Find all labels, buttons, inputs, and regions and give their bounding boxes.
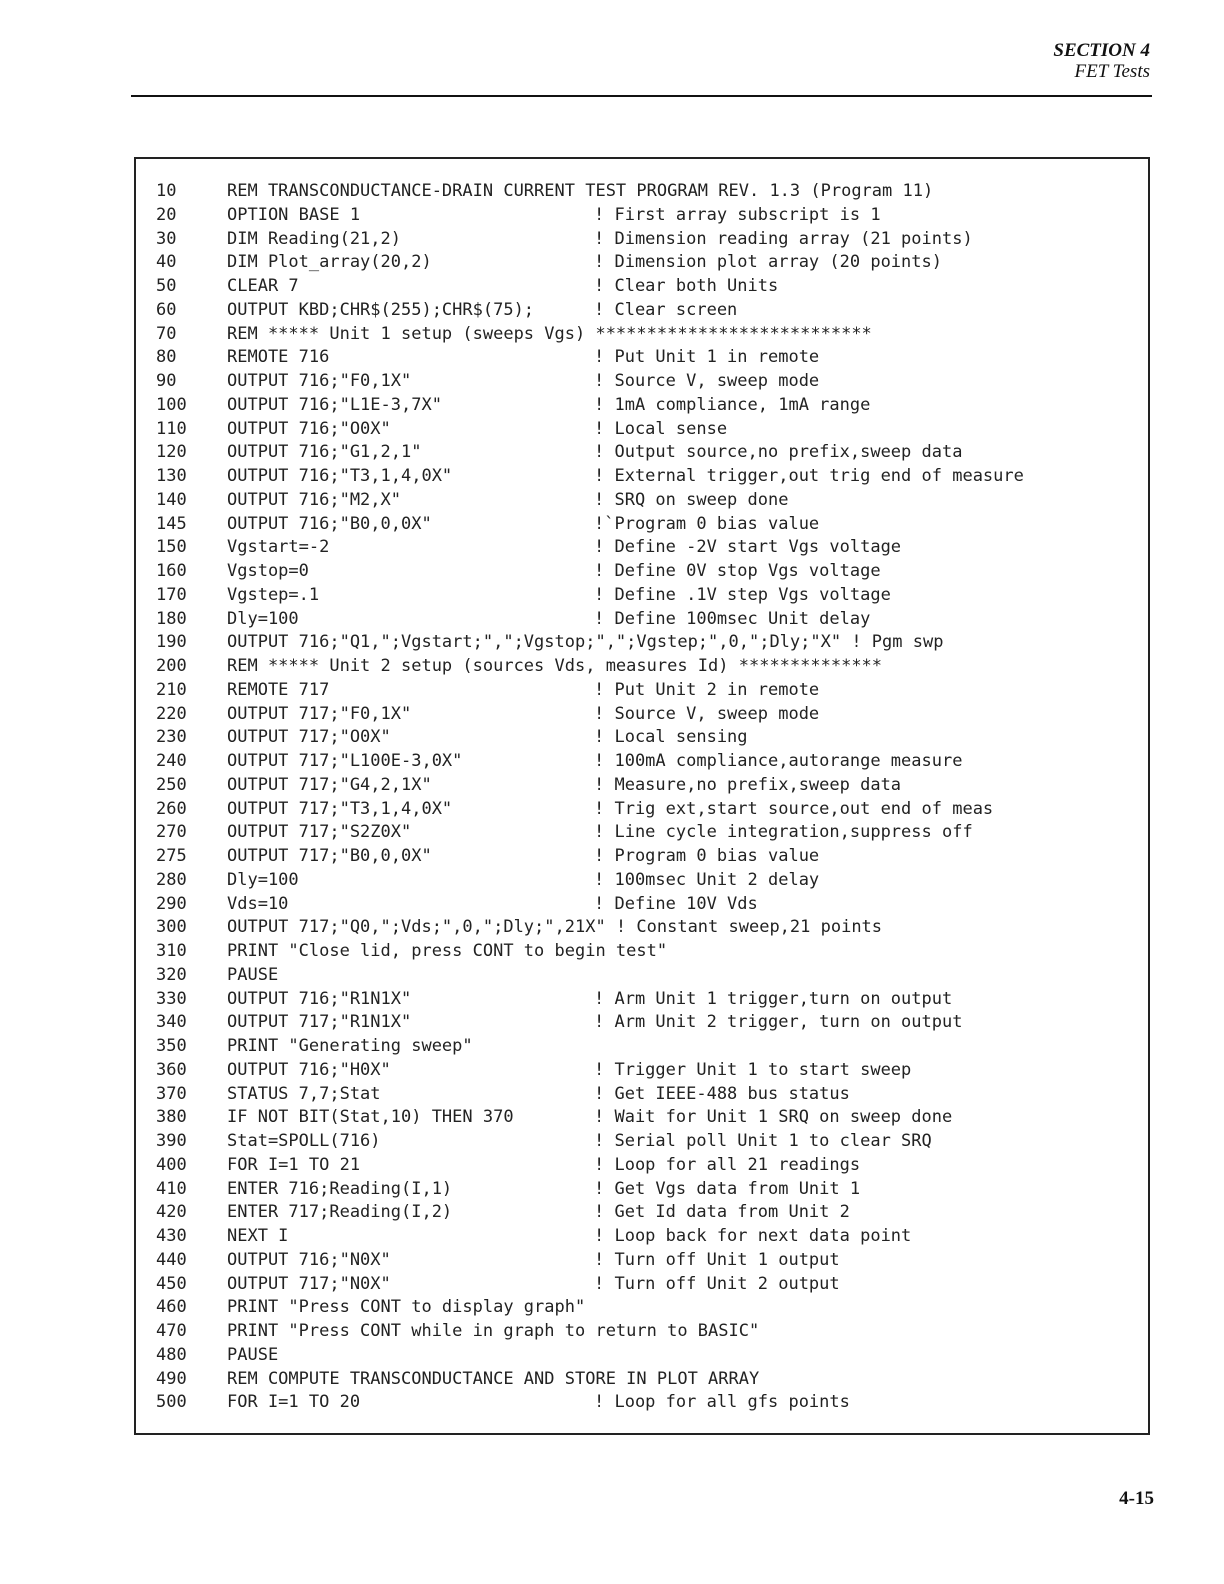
code-line [156,1035,1148,1059]
line-number: 480 [156,1344,187,1365]
line-number: 390 [156,1131,187,1151]
statement: Vgstop=0 [227,561,309,581]
statement: ENTER 717;Reading(I,2) [227,1202,453,1223]
statement: OPTION BASE 1 [227,204,361,225]
statement: OUTPUT 716;"Q1,";Vgstart;",";Vgstop;",";Vgstep;",0,";Dly;"X" ! Pgm swp [227,632,944,653]
line-number: 150 [156,537,187,558]
statement: FOR I=1 TO 21 [227,1154,361,1175]
code-line [156,370,1148,394]
line-number: 430 [156,1226,187,1246]
code-line [156,228,1148,252]
comment: ! First array subscript is 1 [594,204,881,225]
line-number: 30 [156,228,177,249]
statement: OUTPUT 717;"S2Z0X" [227,822,412,843]
statement: CLEAR 7 [227,276,299,296]
statement: OUTPUT 717;"O0X" [227,727,391,748]
line-number: 250 [156,774,187,795]
comment: ! Dimension reading array (21 points) [594,228,973,249]
line-number: 500 [156,1392,187,1413]
code-line [156,608,1148,632]
line-number: 145 [156,513,187,534]
statement: STATUS 7,7;Stat [227,1083,381,1104]
comment: ! Get Id data from Unit 2 [594,1202,850,1223]
comment: ! Get Vgs data from Unit 1 [594,1178,861,1199]
code-line [156,275,1148,299]
line-number: 310 [156,941,187,961]
code-line [156,631,1148,655]
statement: OUTPUT KBD;CHR$(255);CHR$(75); [227,299,535,320]
comment: ! Turn off Unit 2 output [594,1273,840,1294]
code-line [156,1059,1148,1083]
line-number: 340 [156,1012,187,1033]
code-line [156,1391,1148,1415]
statement: OUTPUT 717;"R1N1X" [227,1012,412,1033]
comment: ! Define 10V Vds [594,893,758,914]
code-line [156,299,1148,323]
line-number: 440 [156,1249,187,1270]
statement: OUTPUT 716;"B0,0,0X" [227,513,432,534]
line-number: 230 [156,727,187,748]
line-number: 180 [156,608,187,629]
statement: Vgstep=.1 [227,584,320,605]
code-line [156,1178,1148,1202]
code-line [156,418,1148,442]
line-number: 210 [156,679,187,700]
line-number: 20 [156,204,177,225]
line-number: 460 [156,1297,187,1318]
line-number: 140 [156,489,187,510]
comment: ! Define .1V step Vgs voltage [594,584,891,605]
code-line [156,893,1148,917]
line-number: 220 [156,703,187,724]
line-number: 200 [156,656,187,676]
statement: PRINT "Generating sweep" [227,1036,473,1056]
code-line [156,655,1148,679]
code-line [156,1011,1148,1035]
line-number: 260 [156,798,187,819]
code-line [156,679,1148,703]
code-line [156,536,1148,560]
line-number: 160 [156,561,187,581]
statement: Dly=100 [227,608,299,629]
line-number: 100 [156,394,187,415]
code-line [156,1273,1148,1297]
line-number: 130 [156,466,187,486]
comment: ! Define -2V start Vgs voltage [594,537,902,558]
statement: OUTPUT 716;"N0X" [227,1249,391,1270]
statement: PRINT "Close lid, press CONT to begin test" [227,941,668,961]
code-line [156,323,1148,347]
comment: ! Serial poll Unit 1 to clear SRQ [594,1131,932,1151]
comment: ! 100msec Unit 2 delay [594,869,820,890]
header-rule [131,95,1152,97]
code-line [156,798,1148,822]
statement: ENTER 716;Reading(I,1) [227,1178,453,1199]
comment: ! Turn off Unit 1 output [594,1249,840,1270]
code-line [156,940,1148,964]
statement: OUTPUT 717;"Q0,";Vds;",0,";Dly;",21X" ! Constant sweep,21 points [227,917,883,938]
comment: ! Put Unit 1 in remote [594,347,820,368]
statement: DIM Plot_array(20,2) [227,252,432,273]
line-number: 470 [156,1321,187,1341]
comment: ! Wait for Unit 1 SRQ on sweep done [594,1107,953,1128]
line-number: 270 [156,822,187,843]
line-number: 420 [156,1202,187,1223]
comment: ! Measure,no prefix,sweep data [594,774,902,795]
statement: OUTPUT 717;"L100E-3,0X" [227,751,463,771]
comment: ! Clear screen [594,299,738,320]
line-number: 240 [156,751,187,771]
comment: ! Program 0 bias value [594,846,820,866]
line-number: 275 [156,846,187,866]
comment: ! Local sense [594,418,728,439]
section-header [1053,40,1150,82]
comment: ! Define 0V stop Vgs voltage [594,561,881,581]
comment: ! Loop for all 21 readings [594,1154,861,1175]
code-line [156,1130,1148,1154]
comment: ! Trigger Unit 1 to start sweep [594,1059,912,1080]
statement: FOR I=1 TO 20 [227,1392,361,1413]
comment: ! Source V, sweep mode [594,703,820,724]
code-line [156,489,1148,513]
line-number: 10 [156,181,177,201]
code-line [156,869,1148,893]
comment: !`Program 0 bias value [594,513,820,534]
statement: Stat=SPOLL(716) [227,1131,381,1151]
code-line [156,1249,1148,1273]
statement: REMOTE 716 [227,347,330,368]
code-line [156,441,1148,465]
code-line [156,394,1148,418]
code-line [156,916,1148,940]
comment: ! Clear both Units [594,276,779,296]
code-line [156,204,1148,228]
program-lines [156,180,1148,1415]
statement: Dly=100 [227,869,299,890]
code-line [156,1106,1148,1130]
code-line [156,513,1148,537]
program-listing-box [134,157,1150,1435]
code-line [156,584,1148,608]
statement: IF NOT BIT(Stat,10) THEN 370 [227,1107,514,1128]
line-number: 70 [156,323,177,344]
code-line [156,1320,1148,1344]
comment: ! 100mA compliance,autorange measure [594,751,963,771]
statement: REM ***** Unit 2 setup (sources Vds, measures Id) ************** [227,656,883,676]
code-line [156,560,1148,584]
statement: DIM Reading(21,2) [227,228,401,249]
code-line [156,346,1148,370]
comment: ! Local sensing [594,727,748,748]
statement: PAUSE [227,1344,279,1365]
code-line [156,845,1148,869]
code-line [156,1201,1148,1225]
statement: REMOTE 717 [227,679,330,700]
comment: ! Dimension plot array (20 points) [594,252,942,273]
statement: REM TRANSCONDUCTANCE-DRAIN CURRENT TEST PROGRAM REV. 1.3 (Program 11) [227,181,934,201]
line-number: 60 [156,299,177,320]
statement: OUTPUT 717;"G4,2,1X" [227,774,432,795]
line-number: 400 [156,1154,187,1175]
comment: ! Trig ext,start source,out end of meas [594,798,994,819]
line-number: 330 [156,988,187,1009]
code-line [156,251,1148,275]
statement: Vgstart=-2 [227,537,330,558]
line-number: 370 [156,1083,187,1104]
statement: OUTPUT 717;"T3,1,4,0X" [227,798,453,819]
line-number: 40 [156,252,177,273]
line-number: 350 [156,1036,187,1056]
comment: ! Loop back for next data point [594,1226,912,1246]
comment: ! Loop for all gfs points [594,1392,850,1413]
code-line [156,1154,1148,1178]
statement: OUTPUT 716;"G1,2,1" [227,442,422,463]
statement: OUTPUT 716;"T3,1,4,0X" [227,466,453,486]
statement: PRINT "Press CONT while in graph to return to BASIC" [227,1321,760,1341]
comment: ! Arm Unit 2 trigger, turn on output [594,1012,963,1033]
code-line [156,465,1148,489]
comment: ! Arm Unit 1 trigger,turn on output [594,988,953,1009]
statement: REM ***** Unit 1 setup (sweeps Vgs) *************************** [227,323,872,344]
code-line [156,1368,1148,1392]
statement: OUTPUT 716;"L1E-3,7X" [227,394,442,415]
line-number: 120 [156,442,187,463]
comment: ! Get IEEE-488 bus status [594,1083,850,1104]
code-line [156,180,1148,204]
statement: REM COMPUTE TRANSCONDUCTANCE AND STORE IN PLOT ARRAY [227,1368,760,1389]
statement: OUTPUT 717;"F0,1X" [227,703,412,724]
statement: OUTPUT 716;"H0X" [227,1059,391,1080]
line-number: 280 [156,869,187,890]
line-number: 490 [156,1368,187,1389]
line-number: 290 [156,893,187,914]
comment: ! External trigger,out trig end of measure [594,466,1024,486]
statement: NEXT I [227,1226,289,1246]
code-line [156,1225,1148,1249]
statement: OUTPUT 717;"N0X" [227,1273,391,1294]
statement: PAUSE [227,964,279,985]
code-line [156,726,1148,750]
statement: OUTPUT 716;"R1N1X" [227,988,412,1009]
line-number: 300 [156,917,187,938]
comment: ! Output source,no prefix,sweep data [594,442,963,463]
line-number: 380 [156,1107,187,1128]
statement: OUTPUT 716;"O0X" [227,418,391,439]
line-number: 450 [156,1273,187,1294]
code-line [156,1344,1148,1368]
line-number: 360 [156,1059,187,1080]
line-number: 80 [156,347,177,368]
code-line [156,964,1148,988]
code-line [156,774,1148,798]
comment: ! 1mA compliance, 1mA range [594,394,871,415]
code-line [156,750,1148,774]
line-number: 410 [156,1178,187,1199]
line-number: 320 [156,964,187,985]
comment: ! Source V, sweep mode [594,371,820,391]
section-title: SECTION 4 [1053,40,1150,61]
statement: Vds=10 [227,893,289,914]
comment: ! Line cycle integration,suppress off [594,822,973,843]
statement: PRINT "Press CONT to display graph" [227,1297,586,1318]
comment: ! Define 100msec Unit delay [594,608,871,629]
statement: OUTPUT 717;"B0,0,0X" [227,846,432,866]
line-number: 110 [156,418,187,439]
statement: OUTPUT 716;"M2,X" [227,489,401,510]
code-line [156,821,1148,845]
statement: OUTPUT 716;"F0,1X" [227,371,412,391]
line-number: 90 [156,371,177,391]
page-number: 4-15 [1119,1488,1154,1509]
code-line [156,1083,1148,1107]
code-line [156,703,1148,727]
line-number: 50 [156,276,177,296]
comment: ! SRQ on sweep done [594,489,789,510]
code-line [156,1296,1148,1320]
line-number: 170 [156,584,187,605]
code-line [156,988,1148,1012]
section-subtitle: FET Tests [1074,61,1150,82]
comment: ! Put Unit 2 in remote [594,679,820,700]
line-number: 190 [156,632,187,653]
